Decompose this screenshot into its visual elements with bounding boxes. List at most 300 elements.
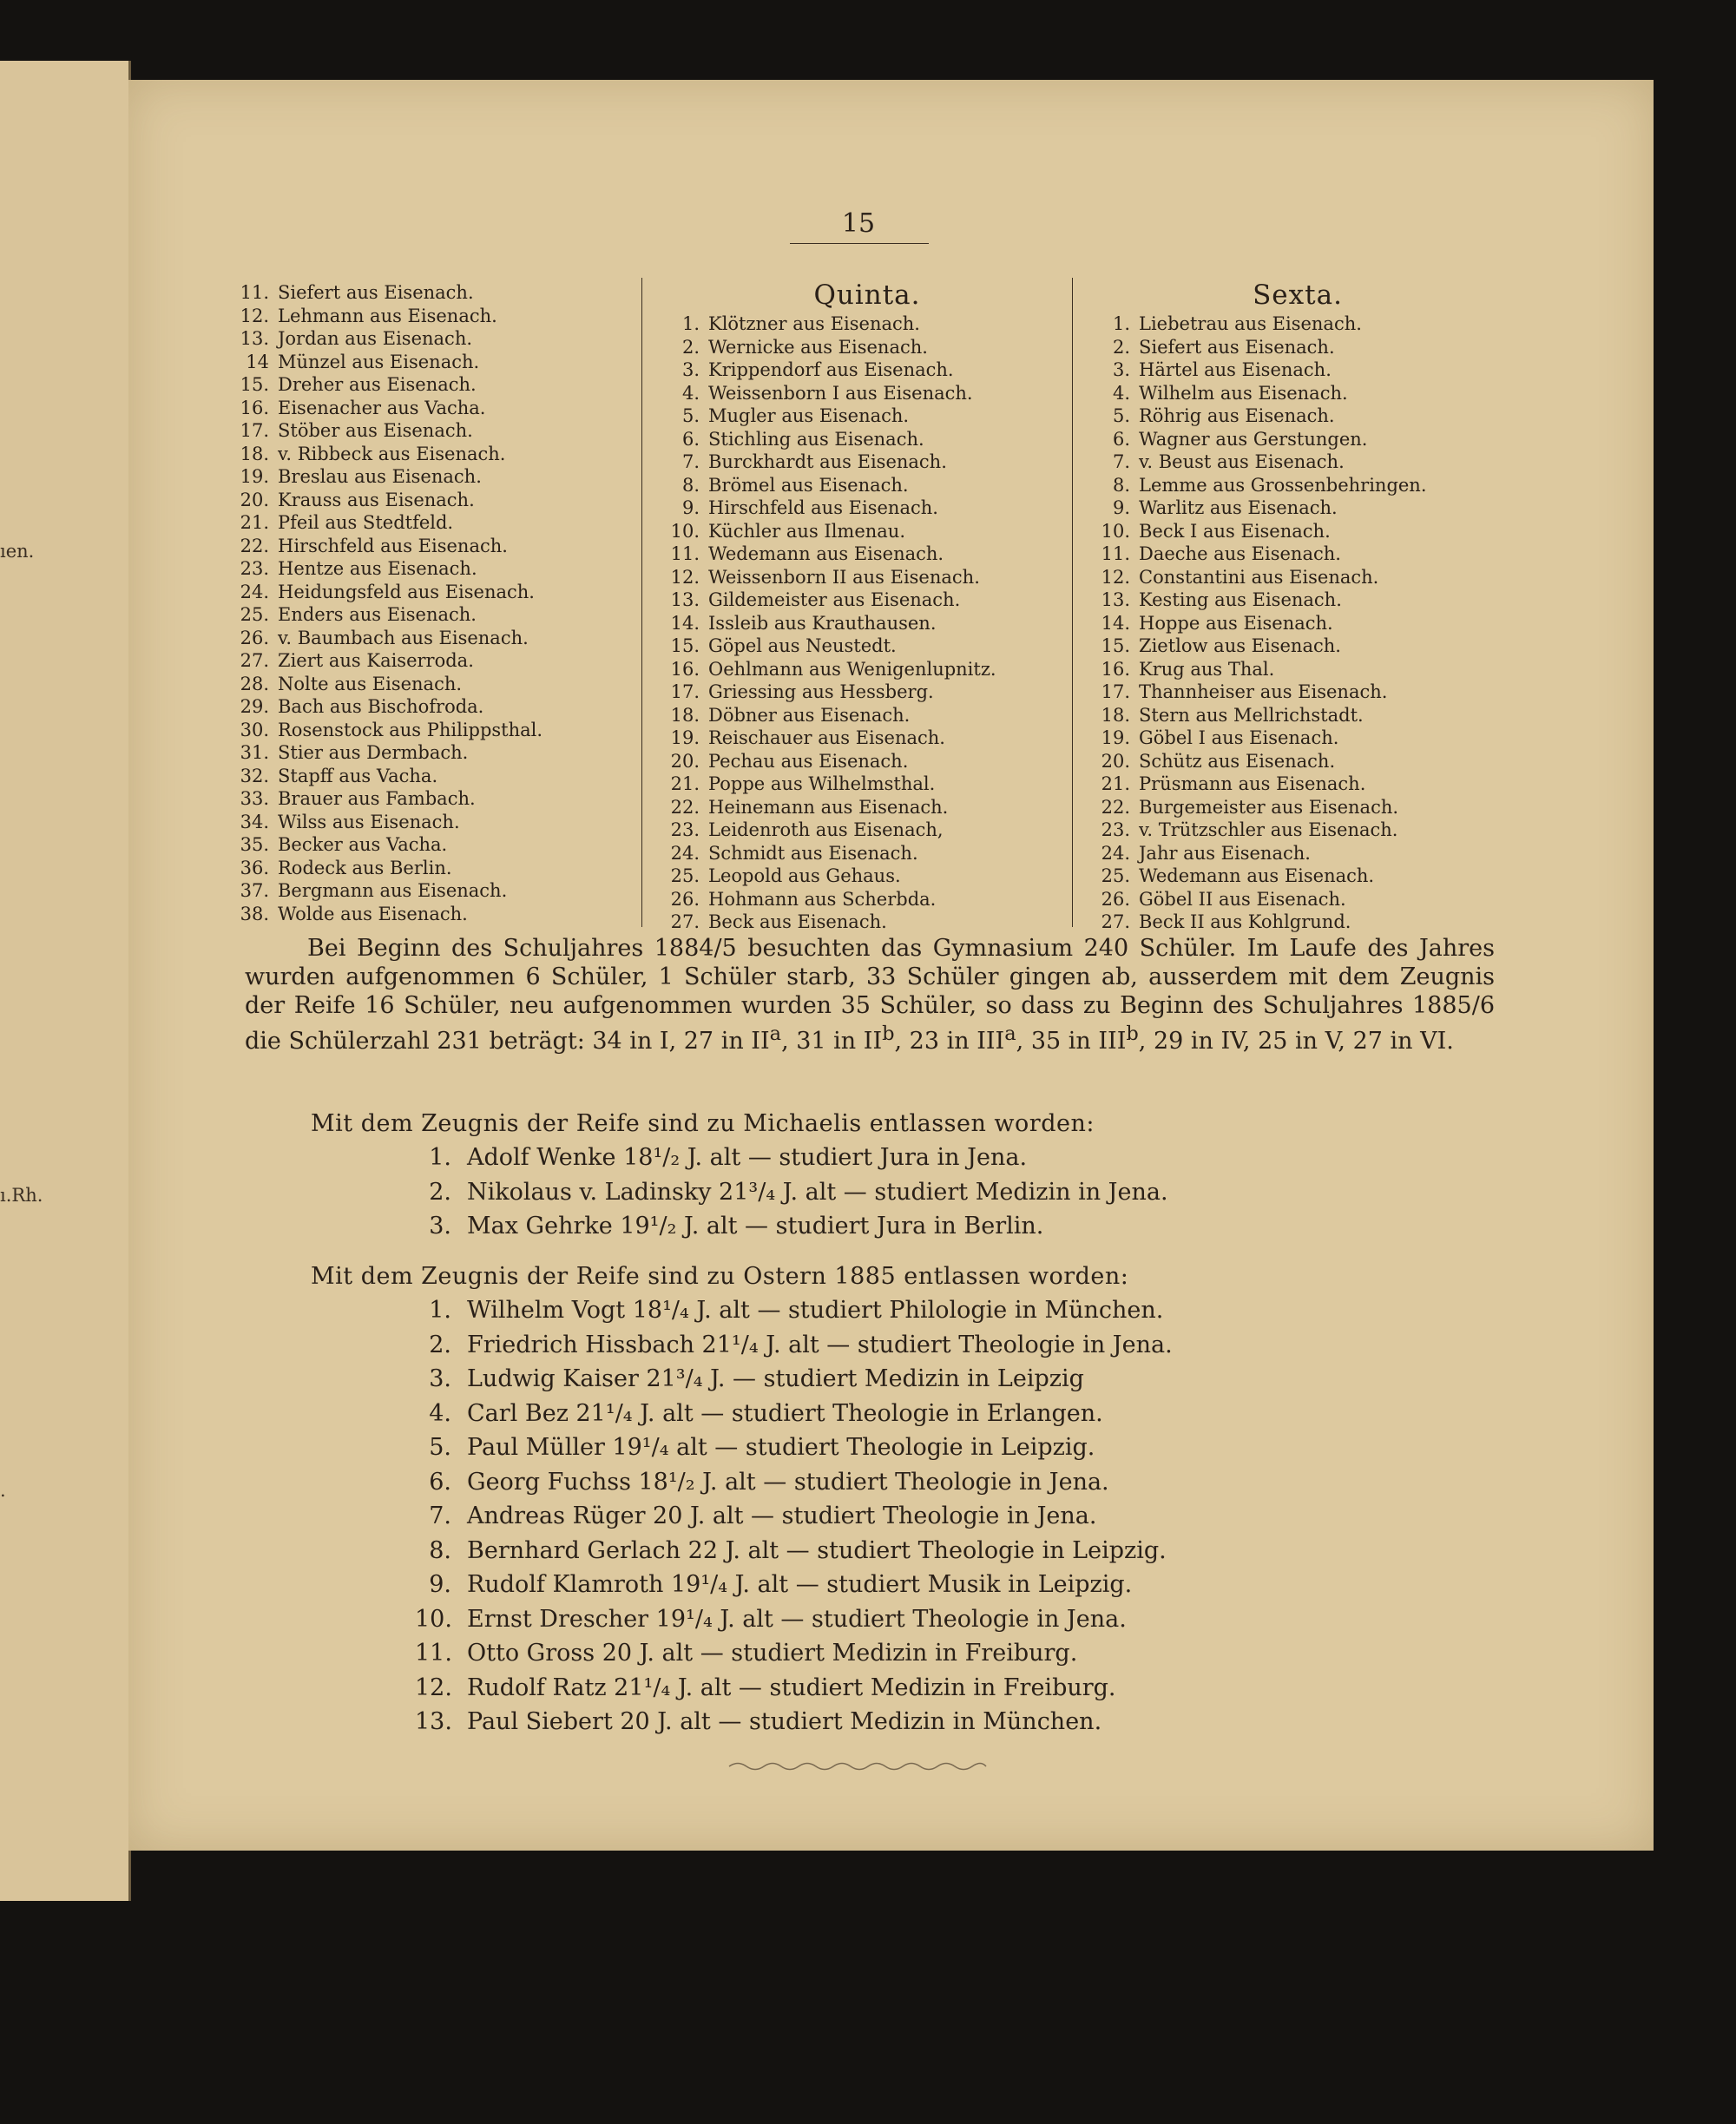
- student-entry: [663, 773, 1071, 796]
- sexta-student-list: [1094, 312, 1502, 934]
- item-text: Jahr aus Eisenach.: [1139, 842, 1311, 864]
- item-text: Hirschfeld aus Eisenach.: [278, 535, 508, 556]
- summary-text: , 29 in IV, 25 in V, 27 in VI.: [1138, 1028, 1454, 1055]
- item-number: 15.: [1101, 635, 1130, 656]
- item-number: 19.: [1101, 727, 1130, 748]
- summary-text: , 35 in III: [1016, 1028, 1127, 1055]
- student-entry: [663, 612, 1071, 635]
- item-number: 7.: [429, 1503, 451, 1529]
- student-entry: [663, 474, 1071, 497]
- item-number: 20.: [240, 489, 269, 510]
- item-text: Daeche aus Eisenach.: [1139, 543, 1341, 564]
- item-text: Ludwig Kaiser 21³/₄ J. — studiert Medizin in Leipzig: [467, 1365, 1084, 1392]
- student-entry: [234, 719, 616, 742]
- item-text: Weissenborn I aus Eisenach.: [708, 382, 973, 404]
- item-number: 9.: [429, 1571, 451, 1598]
- item-number: 8.: [681, 474, 700, 496]
- student-entry: [1094, 404, 1502, 428]
- item-number: 1.: [681, 313, 700, 334]
- student-entry: [234, 489, 616, 512]
- student-entry: [663, 382, 1071, 405]
- graduate-entry: [415, 1430, 1173, 1465]
- student-entry: [234, 603, 616, 627]
- item-text: Warlitz aus Eisenach.: [1139, 497, 1338, 518]
- item-text: Leopold aus Gehaus.: [708, 865, 901, 886]
- item-number: 7.: [681, 451, 700, 472]
- item-text: Heinemann aus Eisenach.: [708, 796, 949, 818]
- item-number: 18.: [240, 443, 269, 464]
- item-text: Schütz aus Eisenach.: [1139, 750, 1336, 772]
- item-number: 26.: [670, 888, 700, 910]
- student-entry: [663, 404, 1071, 428]
- item-text: v. Baumbach aus Eisenach.: [278, 627, 529, 648]
- continued-class-column: [234, 279, 616, 925]
- student-entry: [1094, 312, 1502, 336]
- student-entry: [663, 704, 1071, 727]
- item-number: 22.: [240, 535, 269, 556]
- graduate-entry: [415, 1362, 1173, 1397]
- item-number: 28.: [240, 673, 269, 694]
- item-number: 11.: [415, 1640, 452, 1667]
- item-number: 6.: [681, 428, 700, 450]
- item-text: Paul Müller 19¹/₄ alt — studiert Theologie in Leipzig.: [467, 1434, 1095, 1461]
- graduate-entry: [415, 1141, 1168, 1175]
- item-number: 12.: [415, 1674, 452, 1701]
- item-text: v. Ribbeck aus Eisenach.: [278, 443, 506, 464]
- item-number: 15.: [240, 374, 269, 395]
- ostern-graduate-list: [415, 1293, 1173, 1739]
- item-text: Andreas Rüger 20 J. alt — studiert Theologie in Jena.: [467, 1503, 1097, 1529]
- item-text: Wilss aus Eisenach.: [278, 811, 460, 832]
- facing-page-fragment: .: [0, 1480, 6, 1501]
- student-entry: [1094, 842, 1502, 865]
- summary-superscript: a: [769, 1023, 782, 1045]
- item-number: 3.: [429, 1365, 451, 1392]
- student-entry: [234, 741, 616, 765]
- student-entry: [663, 911, 1071, 934]
- item-text: Göbel II aus Eisenach.: [1139, 888, 1346, 910]
- ostern-title: Mit dem Zeugnis der Reife sind zu Ostern 1885 entlassen worden:: [311, 1263, 1129, 1290]
- student-entry: [1094, 336, 1502, 359]
- student-entry: [663, 635, 1071, 658]
- graduate-entry: [415, 1397, 1173, 1431]
- item-number: 5.: [1112, 405, 1130, 426]
- item-number: 13.: [1101, 589, 1130, 610]
- student-entry: [663, 681, 1071, 704]
- item-number: 2.: [429, 1178, 451, 1206]
- item-number: 12.: [240, 305, 269, 326]
- graduate-entry: [415, 1602, 1173, 1637]
- item-text: Max Gehrke 19¹/₂ J. alt — studiert Jura in Berlin.: [467, 1213, 1044, 1240]
- student-entry: [234, 281, 616, 305]
- item-text: Döbner aus Eisenach.: [708, 704, 911, 726]
- item-text: Hentze aus Eisenach.: [278, 558, 477, 579]
- student-entry: [1094, 727, 1502, 750]
- item-text: Reischauer aus Eisenach.: [708, 727, 945, 748]
- item-number: 12.: [1101, 566, 1130, 588]
- student-entry: [1094, 589, 1502, 612]
- item-number: 22.: [1101, 796, 1130, 818]
- item-text: Beck II aus Kohlgrund.: [1139, 911, 1351, 932]
- student-entry: [234, 397, 616, 420]
- item-number: 14: [246, 351, 269, 372]
- student-entry: [1094, 612, 1502, 635]
- student-entry: [234, 581, 616, 604]
- student-entry: [234, 443, 616, 466]
- facing-page-fragment: ıen.: [0, 541, 35, 562]
- item-number: 4.: [1112, 382, 1130, 404]
- summary-superscript: a: [1004, 1023, 1016, 1045]
- student-entry: [234, 535, 616, 558]
- item-number: 16.: [240, 397, 269, 418]
- item-number: 13.: [240, 328, 269, 349]
- graduate-entry: [415, 1293, 1173, 1328]
- item-text: Issleib aus Krauthausen.: [708, 612, 937, 634]
- item-text: Stichling aus Eisenach.: [708, 428, 924, 450]
- student-entry: [234, 627, 616, 650]
- item-number: 27.: [1101, 911, 1130, 932]
- student-entry: [663, 520, 1071, 543]
- item-text: Carl Bez 21¹/₄ J. alt — studiert Theologie in Erlangen.: [467, 1399, 1103, 1427]
- item-text: Paul Siebert 20 J. alt — studiert Medizin in München.: [467, 1708, 1102, 1735]
- student-entry: [663, 428, 1071, 451]
- item-text: Siefert aus Eisenach.: [278, 282, 474, 303]
- item-number: 10.: [1101, 520, 1130, 542]
- item-text: Schmidt aus Eisenach.: [708, 842, 918, 864]
- item-text: Pechau aus Eisenach.: [708, 750, 909, 772]
- student-entry: [234, 787, 616, 811]
- item-number: 15.: [670, 635, 700, 656]
- item-number: 33.: [240, 788, 269, 809]
- student-entry: [1094, 681, 1502, 704]
- quinta-student-list: [663, 312, 1071, 934]
- graduate-entry: [415, 1209, 1168, 1244]
- item-number: 6.: [1112, 428, 1130, 450]
- item-number: 31.: [240, 742, 269, 763]
- item-number: 24.: [1101, 842, 1130, 864]
- item-number: 24.: [240, 581, 269, 602]
- item-number: 2.: [429, 1331, 451, 1358]
- item-number: 30.: [240, 719, 269, 740]
- student-entry: [1094, 566, 1502, 589]
- item-number: 14.: [1101, 612, 1130, 634]
- item-text: Münzel aus Eisenach.: [278, 351, 480, 372]
- item-text: Röhrig aus Eisenach.: [1139, 405, 1335, 426]
- item-text: Rudolf Ratz 21¹/₄ J. alt — studiert Medizin in Freiburg.: [467, 1674, 1116, 1701]
- student-entry: [663, 589, 1071, 612]
- item-number: 10.: [670, 520, 700, 542]
- column-divider: [641, 278, 642, 927]
- item-text: Brömel aus Eisenach.: [708, 474, 909, 496]
- student-entry: [663, 658, 1071, 681]
- item-text: Burgemeister aus Eisenach.: [1139, 796, 1399, 818]
- student-entry: [1094, 658, 1502, 681]
- item-number: 9.: [681, 497, 700, 518]
- item-number: 26.: [1101, 888, 1130, 910]
- item-number: 17.: [1101, 681, 1130, 702]
- item-number: 37.: [240, 880, 269, 901]
- item-text: Enders aus Eisenach.: [278, 604, 477, 625]
- item-number: 13.: [670, 589, 700, 610]
- item-text: Göbel I aus Eisenach.: [1139, 727, 1339, 748]
- item-number: 10.: [415, 1605, 452, 1633]
- graduate-entry: [415, 1636, 1173, 1671]
- item-text: Stapff aus Vacha.: [278, 765, 438, 786]
- student-entry: [234, 857, 616, 880]
- facing-page-fragment: ı.Rh.: [0, 1185, 43, 1206]
- student-entry: [1094, 865, 1502, 888]
- student-entry: [234, 351, 616, 374]
- item-number: 9.: [1112, 497, 1130, 518]
- student-entry: [234, 673, 616, 696]
- item-text: Beck aus Eisenach.: [708, 911, 887, 932]
- item-number: 20.: [1101, 750, 1130, 772]
- item-text: Küchler aus Ilmenau.: [708, 520, 905, 542]
- item-text: Krauss aus Eisenach.: [278, 489, 475, 510]
- item-text: Jordan aus Eisenach.: [278, 328, 473, 349]
- item-text: Poppe aus Wilhelmsthal.: [708, 773, 936, 794]
- item-number: 11.: [1101, 543, 1130, 564]
- quinta-heading: Quinta.: [813, 279, 921, 311]
- student-entry: [1094, 474, 1502, 497]
- student-entry: [234, 419, 616, 443]
- item-number: 26.: [240, 627, 269, 648]
- item-text: Leidenroth aus Eisenach,: [708, 819, 944, 840]
- item-number: 35.: [240, 834, 269, 855]
- item-text: Wagner aus Gerstungen.: [1139, 428, 1368, 450]
- item-number: 21.: [1101, 773, 1130, 794]
- student-entry: [1094, 520, 1502, 543]
- item-number: 27.: [240, 650, 269, 671]
- item-text: Wedemann aus Eisenach.: [1139, 865, 1375, 886]
- item-number: 11.: [670, 543, 700, 564]
- item-number: 17.: [240, 420, 269, 441]
- item-number: 27.: [670, 911, 700, 932]
- item-text: Nolte aus Eisenach.: [278, 673, 463, 694]
- item-number: 11.: [240, 282, 269, 303]
- item-number: 1.: [429, 1297, 451, 1324]
- student-entry: [234, 511, 616, 535]
- item-text: Klötzner aus Eisenach.: [708, 313, 920, 334]
- item-text: Rudolf Klamroth 19¹/₄ J. alt — studiert Musik in Leipzig.: [467, 1571, 1133, 1598]
- student-entry: [234, 327, 616, 351]
- closing-ornament: [727, 1760, 988, 1772]
- item-number: 34.: [240, 811, 269, 832]
- item-number: 3.: [1112, 359, 1130, 380]
- item-text: Rosenstock aus Philippsthal.: [278, 719, 543, 740]
- item-number: 21.: [240, 512, 269, 533]
- michaelis-title: Mit dem Zeugnis der Reife sind zu Michaelis entlassen worden:: [311, 1110, 1095, 1137]
- item-number: 19.: [670, 727, 700, 748]
- item-text: Wedemann aus Eisenach.: [708, 543, 944, 564]
- student-entry: [663, 750, 1071, 773]
- item-number: 21.: [670, 773, 700, 794]
- item-text: Otto Gross 20 J. alt — studiert Medizin in Freiburg.: [467, 1640, 1078, 1667]
- item-number: 25.: [670, 865, 700, 886]
- item-text: Wolde aus Eisenach.: [278, 903, 468, 924]
- item-text: Krippendorf aus Eisenach.: [708, 359, 954, 380]
- student-entry: [1094, 543, 1502, 566]
- graduate-entry: [415, 1499, 1173, 1534]
- sexta-heading: Sexta.: [1253, 279, 1343, 311]
- item-number: 23.: [670, 819, 700, 840]
- item-number: 5.: [429, 1434, 451, 1461]
- item-number: 32.: [240, 765, 269, 786]
- item-text: Göpel aus Neustedt.: [708, 635, 897, 656]
- item-text: Bach aus Bischofroda.: [278, 696, 484, 717]
- continued-student-list: [234, 281, 616, 925]
- item-text: Constantini aus Eisenach.: [1139, 566, 1379, 588]
- item-number: 20.: [670, 750, 700, 772]
- item-number: 25.: [1101, 865, 1130, 886]
- page-number: 15: [841, 208, 876, 239]
- item-text: Krug aus Thal.: [1139, 658, 1275, 680]
- summary-superscript: b: [1126, 1023, 1139, 1045]
- item-text: Oehlmann aus Wenigenlupnitz.: [708, 658, 996, 680]
- student-entry: [1094, 428, 1502, 451]
- item-number: 18.: [1101, 704, 1130, 726]
- summary-text: Bei Beginn des Schuljahres 1884/5 besuchten das Gymnasium 240 Schüler. Im Laufe des Jahres wurden aufgenommen 6 Schüler, 1 Schüler starb, 33 Schüler gingen ab, ausserdem mit dem Zeugnis der Reife 16 Schüler, neu aufgenommen wurden 35 Schüler, so dass zu Beginn des Schuljahres 1885/6 die Schülerzahl 231 beträgt: 34 in I, 27 in II: [245, 935, 1495, 1055]
- item-number: 25.: [240, 604, 269, 625]
- student-entry: [234, 833, 616, 857]
- item-text: Stier aus Dermbach.: [278, 742, 469, 763]
- graduate-entry: [415, 1705, 1173, 1739]
- item-text: Gildemeister aus Eisenach.: [708, 589, 961, 610]
- item-text: Hohmann aus Scherbda.: [708, 888, 937, 910]
- item-number: 29.: [240, 696, 269, 717]
- item-text: Härtel aus Eisenach.: [1139, 359, 1332, 380]
- item-number: 3.: [681, 359, 700, 380]
- item-number: 8.: [429, 1536, 451, 1564]
- student-entry: [663, 496, 1071, 520]
- item-number: 1.: [1112, 313, 1130, 334]
- item-text: Mugler aus Eisenach.: [708, 405, 910, 426]
- graduate-entry: [415, 1465, 1173, 1500]
- item-number: 8.: [1112, 474, 1130, 496]
- student-entry: [1094, 750, 1502, 773]
- item-text: Brauer aus Fambach.: [278, 788, 476, 809]
- item-text: Heidungsfeld aus Eisenach.: [278, 581, 535, 602]
- michaelis-graduate-list: [415, 1141, 1168, 1244]
- enrollment-summary: [245, 934, 1495, 1055]
- item-text: Stern aus Mellrichstadt.: [1139, 704, 1364, 726]
- sexta-column: [1094, 279, 1502, 934]
- item-text: Rodeck aus Berlin.: [278, 857, 452, 878]
- item-text: Ziert aus Kaiserroda.: [278, 650, 474, 671]
- graduate-entry: [415, 1671, 1173, 1706]
- item-number: 23.: [1101, 819, 1130, 840]
- student-entry: [663, 819, 1071, 842]
- student-entry: [663, 358, 1071, 382]
- item-text: Hoppe aus Eisenach.: [1139, 612, 1333, 634]
- item-text: Stöber aus Eisenach.: [278, 420, 473, 441]
- student-entry: [1094, 888, 1502, 911]
- student-entry: [234, 903, 616, 926]
- student-entry: [663, 888, 1071, 911]
- student-entry: [663, 566, 1071, 589]
- item-text: Becker aus Vacha.: [278, 834, 448, 855]
- item-number: 17.: [670, 681, 700, 702]
- graduate-entry: [415, 1175, 1168, 1210]
- student-entry: [1094, 704, 1502, 727]
- student-entry: [1094, 635, 1502, 658]
- item-number: 23.: [240, 558, 269, 579]
- item-text: Breslau aus Eisenach.: [278, 466, 482, 487]
- item-text: Kesting aus Eisenach.: [1139, 589, 1342, 610]
- item-text: Zietlow aus Eisenach.: [1139, 635, 1341, 656]
- student-entry: [663, 727, 1071, 750]
- student-entry: [234, 305, 616, 328]
- student-entry: [1094, 796, 1502, 819]
- item-number: 1.: [429, 1144, 451, 1171]
- student-entry: [234, 557, 616, 581]
- item-text: Georg Fuchss 18¹/₂ J. alt — studiert Theologie in Jena.: [467, 1468, 1109, 1496]
- student-entry: [663, 796, 1071, 819]
- item-text: Beck I aus Eisenach.: [1139, 520, 1331, 542]
- student-entry: [1094, 911, 1502, 934]
- item-text: Wilhelm Vogt 18¹/₄ J. alt — studiert Philologie in München.: [467, 1297, 1164, 1324]
- item-text: Pfeil aus Stedtfeld.: [278, 512, 454, 533]
- summary-text: , 31 in II: [781, 1028, 883, 1055]
- student-entry: [663, 842, 1071, 865]
- item-text: Wernicke aus Eisenach.: [708, 336, 928, 358]
- student-entry: [1094, 382, 1502, 405]
- item-number: 6.: [429, 1468, 451, 1496]
- student-entry: [234, 695, 616, 719]
- item-text: Friedrich Hissbach 21¹/₄ J. alt — studiert Theologie in Jena.: [467, 1331, 1173, 1358]
- item-text: Griessing aus Hessberg.: [708, 681, 934, 702]
- summary-superscript: b: [882, 1023, 895, 1045]
- facing-page: [0, 61, 131, 1901]
- student-entry: [234, 649, 616, 673]
- column-divider: [1072, 278, 1073, 927]
- quinta-column: [663, 279, 1071, 934]
- student-entry: [1094, 450, 1502, 474]
- item-number: 4.: [429, 1399, 451, 1427]
- item-text: Eisenacher aus Vacha.: [278, 397, 486, 418]
- item-number: 18.: [670, 704, 700, 726]
- page-number-rule: [790, 243, 929, 244]
- item-text: Liebetrau aus Eisenach.: [1139, 313, 1362, 334]
- item-text: Prüsmann aus Eisenach.: [1139, 773, 1366, 794]
- student-entry: [1094, 819, 1502, 842]
- document-page: [128, 80, 1654, 1851]
- item-number: 19.: [240, 466, 269, 487]
- student-entry: [1094, 496, 1502, 520]
- student-entry: [663, 543, 1071, 566]
- item-number: 12.: [670, 566, 700, 588]
- graduate-entry: [415, 1328, 1173, 1363]
- student-entry: [663, 312, 1071, 336]
- item-text: Thannheiser aus Eisenach.: [1139, 681, 1388, 702]
- item-text: Ernst Drescher 19¹/₄ J. alt — studiert Theologie in Jena.: [467, 1605, 1127, 1633]
- item-number: 4.: [681, 382, 700, 404]
- item-text: Lehmann aus Eisenach.: [278, 305, 497, 326]
- item-text: Weissenborn II aus Eisenach.: [708, 566, 980, 588]
- item-text: Nikolaus v. Ladinsky 21³/₄ J. alt — studiert Medizin in Jena.: [467, 1178, 1168, 1206]
- item-number: 16.: [1101, 658, 1130, 680]
- item-number: 36.: [240, 857, 269, 878]
- item-number: 2.: [681, 336, 700, 358]
- item-number: 22.: [670, 796, 700, 818]
- item-number: 38.: [240, 903, 269, 924]
- item-text: Adolf Wenke 18¹/₂ J. alt — studiert Jura in Jena.: [467, 1144, 1028, 1171]
- summary-text: , 23 in III: [894, 1028, 1005, 1055]
- item-number: 5.: [681, 405, 700, 426]
- graduate-entry: [415, 1568, 1173, 1602]
- student-entry: [663, 865, 1071, 888]
- item-number: 14.: [670, 612, 700, 634]
